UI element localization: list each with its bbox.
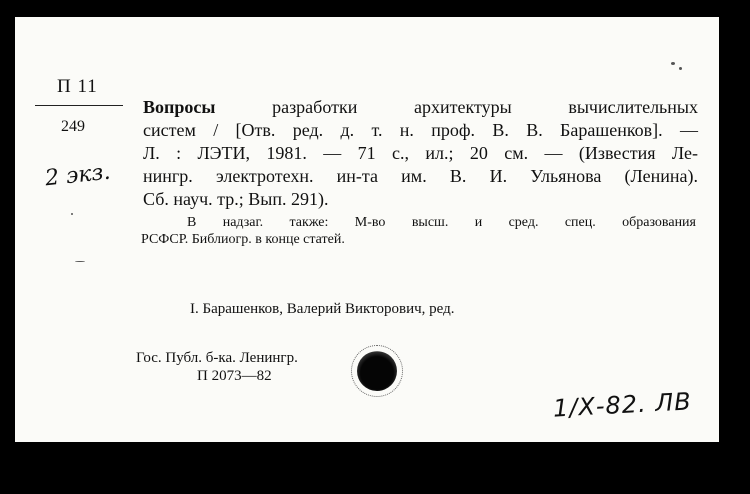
paper-speck <box>671 62 675 65</box>
library-name: Гос. Публ. б-ка. Ленингр. <box>136 350 298 366</box>
added-entry: I. Барашенков, Валерий Викторович, ред. <box>190 301 455 317</box>
catalog-card <box>15 17 719 442</box>
title-line-1 <box>143 97 698 118</box>
paper-speck <box>679 67 682 70</box>
description-line-4: нингр. электротехн. ин-та им. В. И. Ульянова (Ленина). <box>143 166 698 186</box>
library-stamp <box>357 351 397 391</box>
description-line-5: Сб. науч. тр.; Вып. 291). <box>143 189 329 209</box>
description-line-3: Л. : ЛЭТИ, 1981. — 71 с., ил.; 20 см. — (Известия Ле- <box>143 143 698 163</box>
title-bold-word: Вопросы <box>143 97 216 117</box>
title-line-1-rest: разработки архитектуры вычислительных <box>215 97 698 117</box>
note-line-1: В надзаг. также: М-во высш. и сред. спец. образования <box>187 215 696 230</box>
copies-handwritten-note: 2 экз. <box>43 159 112 192</box>
library-number: П 2073—82 <box>197 368 272 384</box>
shelf-divider <box>35 105 123 106</box>
accession-handwritten-note: 1/Х-82. ЛВ <box>552 387 693 423</box>
description-line-2: систем / [Отв. ред. д. т. н. проф. В. В. Барашенков]. — <box>143 120 698 140</box>
paper-speck <box>75 261 85 262</box>
shelf-mark: П 11 <box>57 76 98 97</box>
shelf-number: 249 <box>61 118 85 135</box>
paper-speck <box>71 213 73 215</box>
note-line-2: РСФСР. Библиогр. в конце статей. <box>141 232 345 247</box>
